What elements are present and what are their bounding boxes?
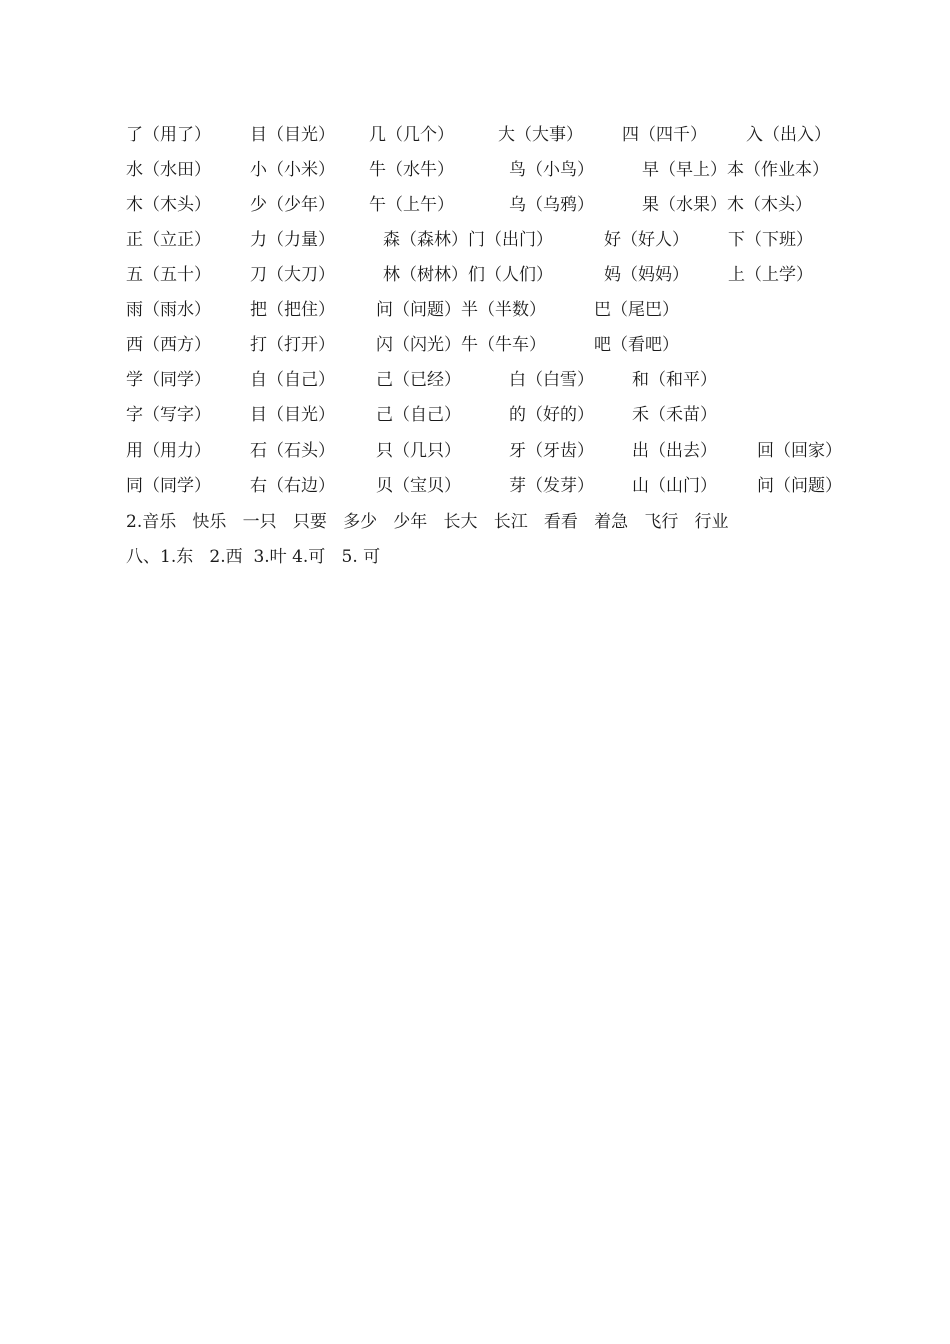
- table-cell: 己（已经）: [376, 370, 461, 390]
- table-cell: 雨（雨水）: [126, 300, 211, 320]
- table-cell: 林（树林）们（人们）: [383, 265, 553, 285]
- table-cell: 贝（宝贝）: [376, 476, 461, 496]
- table-row: [0, 118, 950, 153]
- table-row: [0, 223, 950, 258]
- table-cell: 了（用了）: [126, 125, 211, 145]
- table-cell: 白（白雪）: [509, 370, 594, 390]
- table-cell: 水（水田）: [126, 160, 211, 180]
- table-cell: 刀（大刀）: [250, 265, 335, 285]
- word-list-line: 2.音乐 快乐 一只 只要 多少 少年 长大 长江 看看 着急 飞行 行业: [126, 512, 729, 532]
- table-row: [0, 363, 950, 398]
- table-cell: 妈（妈妈）: [604, 265, 689, 285]
- answer-line: 八、1.东 2.西 3.叶 4.可 5. 可: [126, 547, 381, 567]
- table-cell: 目（目光）: [250, 405, 335, 425]
- table-cell: 打（打开）: [250, 335, 335, 355]
- table-cell: 牙（牙齿）: [509, 441, 594, 461]
- table-cell: 西（西方）: [126, 335, 211, 355]
- table-cell: 木（木头）: [126, 195, 211, 215]
- table-cell: 早（早上）本（作业本）: [642, 160, 829, 180]
- table-cell: 牛（水牛）: [369, 160, 454, 180]
- table-cell: 禾（禾苗）: [632, 405, 717, 425]
- table-cell: 五（五十）: [126, 265, 211, 285]
- table-row: [0, 398, 950, 433]
- table-cell: 目（目光）: [250, 125, 335, 145]
- table-row: [0, 258, 950, 293]
- table-cell: 学（同学）: [126, 370, 211, 390]
- table-cell: 正（立正）: [126, 230, 211, 250]
- table-row: [0, 434, 950, 469]
- table-cell: 只（几只）: [376, 441, 461, 461]
- table-cell: 把（把住）: [250, 300, 335, 320]
- table-cell: 午（上午）: [369, 195, 454, 215]
- table-cell: 山（山门）: [632, 476, 717, 496]
- table-row: [0, 469, 950, 504]
- table-cell: 用（用力）: [126, 441, 211, 461]
- table-cell: 小（小米）: [250, 160, 335, 180]
- table-cell: 好（好人）: [604, 230, 689, 250]
- table-cell: 问（问题）: [757, 476, 842, 496]
- table-cell: 同（同学）: [126, 476, 211, 496]
- table-cell: 下（下班）: [728, 230, 813, 250]
- table-cell: 巴（尾巴）: [594, 300, 679, 320]
- table-cell: 四（四千）: [622, 125, 707, 145]
- table-cell: 入（出入）: [746, 125, 831, 145]
- table-cell: 和（和平）: [632, 370, 717, 390]
- table-cell: 力（力量）: [250, 230, 335, 250]
- table-row: [0, 328, 950, 363]
- table-cell: 回（回家）: [757, 441, 842, 461]
- table-cell: 少（少年）: [250, 195, 335, 215]
- table-cell: 己（自己）: [376, 405, 461, 425]
- table-cell: 石（石头）: [250, 441, 335, 461]
- table-cell: 吧（看吧）: [594, 335, 679, 355]
- table-cell: 问（问题）半（半数）: [376, 300, 546, 320]
- table-row: [0, 188, 950, 223]
- table-cell: 的（好的）: [509, 405, 594, 425]
- table-cell: 字（写字）: [126, 405, 211, 425]
- table-cell: 森（森林）门（出门）: [383, 230, 553, 250]
- table-cell: 乌（乌鸦）: [509, 195, 594, 215]
- table-cell: 几（几个）: [369, 125, 454, 145]
- table-cell: 出（出去）: [632, 441, 717, 461]
- table-cell: 上（上学）: [728, 265, 813, 285]
- table-cell: 芽（发芽）: [509, 476, 594, 496]
- table-cell: 果（水果）木（木头）: [642, 195, 812, 215]
- table-cell: 闪（闪光）牛（牛车）: [376, 335, 546, 355]
- table-row: [0, 153, 950, 188]
- table-row: [0, 293, 950, 328]
- table-cell: 右（右边）: [250, 476, 335, 496]
- table-cell: 大（大事）: [498, 125, 583, 145]
- table-cell: 鸟（小鸟）: [509, 160, 594, 180]
- table-cell: 自（自己）: [250, 370, 335, 390]
